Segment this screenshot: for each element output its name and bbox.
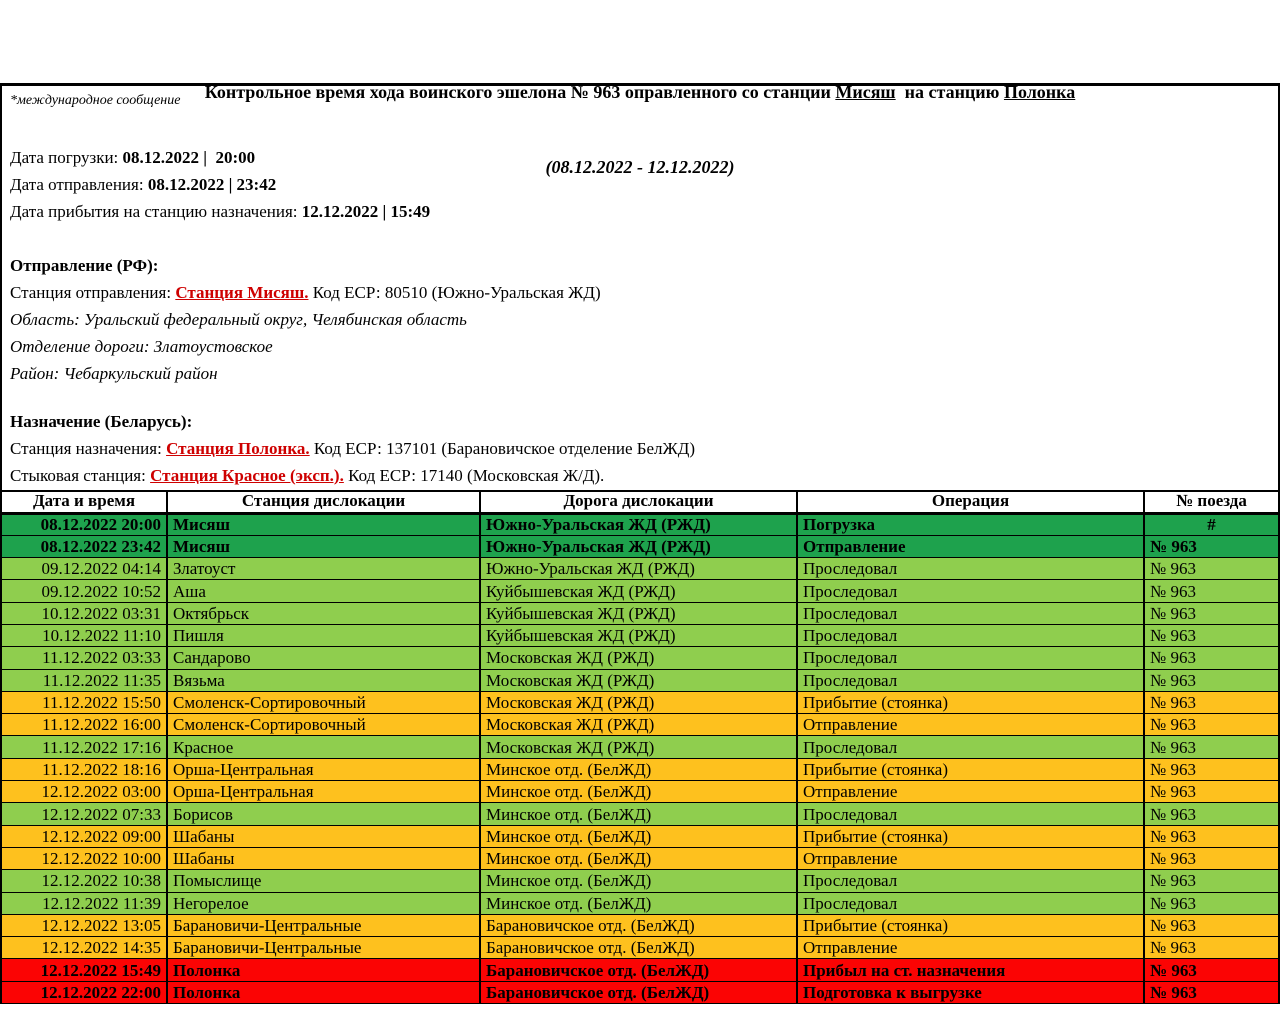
junction-station-link[interactable]: Станция Красное (эксп.). (150, 466, 344, 485)
cell-road: Барановичское отд. (БелЖД) (480, 981, 797, 1003)
cell-datetime: 12.12.2022 11:39 (1, 892, 167, 914)
table-row (1, 669, 1279, 691)
destination-station-link[interactable]: Станция Полонка. (166, 439, 310, 458)
arrival-date-line: Дата прибытия на станцию назначения: 12.12.2022 | 15:49 (10, 202, 431, 221)
cell-operation: Проследовал (797, 580, 1144, 602)
cell-datetime: 11.12.2022 17:16 (1, 736, 167, 758)
cell-station: Барановичи-Центральные (167, 914, 480, 936)
cell-datetime: 09.12.2022 04:14 (1, 558, 167, 580)
cell-station: Помыслище (167, 870, 480, 892)
cell-road: Барановичское отд. (БелЖД) (480, 959, 797, 981)
cell-operation: Прибыл на ст. назначения (797, 959, 1144, 981)
cell-train-number: № 963 (1144, 892, 1279, 914)
departure-date-value: 08.12.2022 | 23:42 (147, 175, 277, 194)
cell-operation: Подготовка к выгрузке (797, 981, 1144, 1003)
cell-operation: Погрузка (797, 513, 1144, 535)
destination-station-title: Полонка (1003, 82, 1076, 102)
cell-road: Московская ЖД (РЖД) (480, 736, 797, 758)
cell-datetime: 09.12.2022 10:52 (1, 580, 167, 602)
cell-operation: Проследовал (797, 624, 1144, 646)
table-row (1, 558, 1279, 580)
cell-road: Минское отд. (БелЖД) (480, 758, 797, 780)
cell-datetime: 08.12.2022 20:00 (1, 513, 167, 535)
cell-station: Негорелое (167, 892, 480, 914)
cell-operation: Проследовал (797, 803, 1144, 825)
title-line-1: Контрольное время хода воинского эшелона № 963 оправленного со станции Мисяш на станцию Полонка (204, 82, 1076, 102)
cell-station: Мисяш (167, 513, 480, 535)
cell-train-number: № 963 (1144, 647, 1279, 669)
cell-road: Барановичское отд. (БелЖД) (480, 937, 797, 959)
cell-datetime: 11.12.2022 03:33 (1, 647, 167, 669)
cell-station: Пишля (167, 624, 480, 646)
table-row (1, 736, 1279, 758)
departure-district-line: Район: Чебаркульский район (10, 364, 218, 383)
cell-operation: Отправление (797, 781, 1144, 803)
departure-station-line: Станция отправления: Станция Мисяш. Код ЕСР: 80510 (Южно-Уральская ЖД) (10, 283, 601, 302)
cell-road: Московская ЖД (РЖД) (480, 669, 797, 691)
cell-operation: Проследовал (797, 558, 1144, 580)
cell-train-number: № 963 (1144, 847, 1279, 869)
cell-train-number: № 963 (1144, 781, 1279, 803)
cell-road: Минское отд. (БелЖД) (480, 803, 797, 825)
cell-datetime: 12.12.2022 22:00 (1, 981, 167, 1003)
cell-train-number: № 963 (1144, 803, 1279, 825)
cell-train-number: № 963 (1144, 602, 1279, 624)
cell-road: Куйбышевская ЖД (РЖД) (480, 602, 797, 624)
cell-train-number: № 963 (1144, 937, 1279, 959)
header-datetime: Дата и время (1, 491, 167, 513)
table-row (1, 981, 1279, 1003)
table-row (1, 580, 1279, 602)
cell-operation: Проследовал (797, 870, 1144, 892)
title-date-range: (08.12.2022 - 12.12.2022) (545, 157, 735, 177)
cell-datetime: 12.12.2022 03:00 (1, 781, 167, 803)
departure-date-line: Дата отправления: 08.12.2022 | 23:42 (10, 175, 277, 194)
cell-station: Сандарово (167, 647, 480, 669)
table-row (1, 870, 1279, 892)
loading-date-value: 08.12.2022 | 20:00 (122, 148, 256, 167)
header-station: Станция дислокации (167, 491, 480, 513)
table-header (1, 491, 1279, 513)
cell-station: Красное (167, 736, 480, 758)
cell-station: Полонка (167, 959, 480, 981)
cell-train-number: № 963 (1144, 736, 1279, 758)
cell-datetime: 12.12.2022 15:49 (1, 959, 167, 981)
cell-station: Орша-Центральная (167, 758, 480, 780)
international-note: *международное сообщение (10, 93, 181, 108)
cell-datetime: 11.12.2022 15:50 (1, 691, 167, 713)
cell-station: Мисяш (167, 535, 480, 557)
cell-road: Куйбышевская ЖД (РЖД) (480, 624, 797, 646)
cell-train-number: № 963 (1144, 558, 1279, 580)
cell-station: Шабаны (167, 847, 480, 869)
cell-road: Московская ЖД (РЖД) (480, 647, 797, 669)
departure-section (10, 252, 1270, 387)
cell-road: Минское отд. (БелЖД) (480, 870, 797, 892)
table-row (1, 959, 1279, 981)
cell-train-number: № 963 (1144, 914, 1279, 936)
departure-region-line: Область: Уральский федеральный округ, Челябинская область (10, 310, 467, 329)
table-row (1, 892, 1279, 914)
cell-datetime: 10.12.2022 11:10 (1, 624, 167, 646)
cell-train-number: № 963 (1144, 691, 1279, 713)
cell-road: Московская ЖД (РЖД) (480, 714, 797, 736)
cell-station: Орша-Центральная (167, 781, 480, 803)
cell-train-number: № 963 (1144, 758, 1279, 780)
cell-operation: Прибытие (стоянка) (797, 825, 1144, 847)
cell-datetime: 08.12.2022 23:42 (1, 535, 167, 557)
cell-road: Минское отд. (БелЖД) (480, 781, 797, 803)
cell-road: Куйбышевская ЖД (РЖД) (480, 580, 797, 602)
cell-train-number: № 963 (1144, 825, 1279, 847)
destination-section (10, 408, 1270, 489)
cell-train-number: № 963 (1144, 981, 1279, 1003)
cell-train-number: № 963 (1144, 624, 1279, 646)
cell-operation: Отправление (797, 937, 1144, 959)
table-row (1, 758, 1279, 780)
table-row (1, 937, 1279, 959)
destination-station-line: Станция назначения: Станция Полонка. Код ЕСР: 137101 (Барановичское отделение БелЖД) (10, 439, 696, 458)
cell-datetime: 11.12.2022 18:16 (1, 758, 167, 780)
train-timeline-table (0, 490, 1280, 1004)
cell-datetime: 12.12.2022 07:33 (1, 803, 167, 825)
table-row (1, 535, 1279, 557)
cell-operation: Прибытие (стоянка) (797, 914, 1144, 936)
cell-operation: Проследовал (797, 736, 1144, 758)
departure-division-line: Отделение дороги: Златоустовское (10, 337, 273, 356)
cell-operation: Проследовал (797, 647, 1144, 669)
header-road: Дорога дислокации (480, 491, 797, 513)
cell-road: Минское отд. (БелЖД) (480, 892, 797, 914)
cell-train-number: № 963 (1144, 669, 1279, 691)
cell-station: Барановичи-Центральные (167, 937, 480, 959)
title-text: Контрольное время хода воинского эшелона № 963 оправленного со станции (204, 82, 836, 102)
cell-datetime: 12.12.2022 10:38 (1, 870, 167, 892)
cell-station: Смоленск-Сортировочный (167, 714, 480, 736)
cell-operation: Проследовал (797, 669, 1144, 691)
cell-station: Вязьма (167, 669, 480, 691)
table-row (1, 803, 1279, 825)
cell-station: Октябрьск (167, 602, 480, 624)
cell-station: Полонка (167, 981, 480, 1003)
cell-train-number: # (1144, 513, 1279, 535)
cell-road: Южно-Уральская ЖД (РЖД) (480, 535, 797, 557)
cell-train-number: № 963 (1144, 714, 1279, 736)
content-frame (0, 83, 1280, 1029)
cell-operation: Проследовал (797, 892, 1144, 914)
cell-station: Аша (167, 580, 480, 602)
origin-station-link[interactable]: Станция Мисяш. (175, 283, 309, 302)
cell-datetime: 10.12.2022 03:31 (1, 602, 167, 624)
table-row (1, 624, 1279, 646)
table-row (1, 513, 1279, 535)
cell-station: Борисов (167, 803, 480, 825)
table-row (1, 714, 1279, 736)
cell-station: Шабаны (167, 825, 480, 847)
cell-train-number: № 963 (1144, 535, 1279, 557)
destination-section-heading: Назначение (Беларусь): (10, 412, 193, 431)
table-row (1, 602, 1279, 624)
cell-road: Минское отд. (БелЖД) (480, 825, 797, 847)
cell-datetime: 11.12.2022 16:00 (1, 714, 167, 736)
loading-date-line: Дата погрузки: 08.12.2022 | 20:00 (10, 148, 256, 167)
header-train-number: № поезда (1144, 491, 1279, 513)
cell-station: Златоуст (167, 558, 480, 580)
table-row (1, 691, 1279, 713)
cell-operation: Отправление (797, 847, 1144, 869)
cell-road: Минское отд. (БелЖД) (480, 847, 797, 869)
cell-train-number: № 963 (1144, 959, 1279, 981)
header-operation: Операция (797, 491, 1144, 513)
cell-datetime: 12.12.2022 09:00 (1, 825, 167, 847)
cell-operation: Прибытие (стоянка) (797, 758, 1144, 780)
cell-operation: Прибытие (стоянка) (797, 691, 1144, 713)
cell-datetime: 11.12.2022 11:35 (1, 669, 167, 691)
table-row (1, 781, 1279, 803)
cell-station: Смоленск-Сортировочный (167, 691, 480, 713)
cell-road: Барановичское отд. (БелЖД) (480, 914, 797, 936)
table-row (1, 914, 1279, 936)
cell-road: Московская ЖД (РЖД) (480, 691, 797, 713)
origin-station-title: Мисяш (835, 82, 896, 102)
table-row (1, 647, 1279, 669)
departure-section-heading: Отправление (РФ): (10, 256, 159, 275)
cell-datetime: 12.12.2022 10:00 (1, 847, 167, 869)
timeline-table-body (1, 513, 1279, 1004)
cell-train-number: № 963 (1144, 870, 1279, 892)
table-row (1, 825, 1279, 847)
cell-road: Южно-Уральская ЖД (РЖД) (480, 513, 797, 535)
cell-operation: Отправление (797, 535, 1144, 557)
cell-operation: Проследовал (797, 602, 1144, 624)
cell-operation: Отправление (797, 714, 1144, 736)
table-row (1, 847, 1279, 869)
cell-train-number: № 963 (1144, 580, 1279, 602)
junction-station-line: Стыковая станция: Станция Красное (эксп.). Код ЕСР: 17140 (Московская Ж/Д). (10, 466, 605, 485)
cell-datetime: 12.12.2022 13:05 (1, 914, 167, 936)
cell-datetime: 12.12.2022 14:35 (1, 937, 167, 959)
arrival-date-value: 12.12.2022 | 15:49 (301, 202, 431, 221)
cell-road: Южно-Уральская ЖД (РЖД) (480, 558, 797, 580)
